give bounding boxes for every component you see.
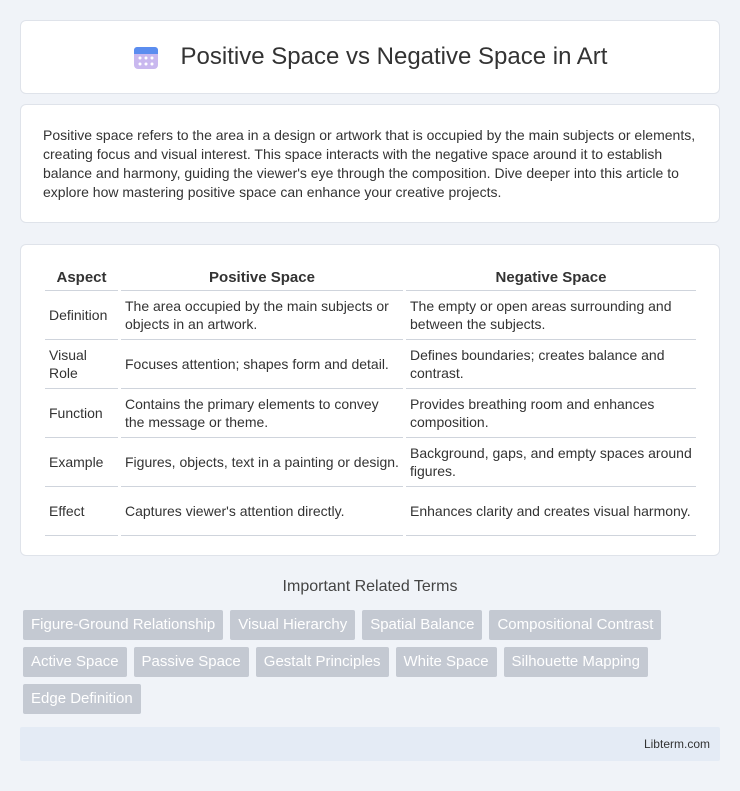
term-tag[interactable]: Gestalt Principles bbox=[256, 647, 389, 677]
comparison-table-card bbox=[20, 244, 720, 556]
term-tag[interactable]: Silhouette Mapping bbox=[504, 647, 648, 677]
table-row bbox=[45, 487, 696, 536]
related-terms-list bbox=[23, 610, 723, 714]
term-tag[interactable]: Spatial Balance bbox=[362, 610, 482, 640]
footer bbox=[20, 727, 720, 761]
table-row bbox=[45, 389, 696, 438]
table-cell: The area occupied by the main subjects or objects in an artwork. bbox=[121, 291, 403, 340]
table-cell: Focuses attention; shapes form and detail. bbox=[121, 340, 403, 389]
header-card bbox=[20, 20, 720, 94]
table-row bbox=[45, 340, 696, 389]
table-cell: Contains the primary elements to convey the message or theme. bbox=[121, 389, 403, 438]
table-row bbox=[45, 438, 696, 487]
term-tag[interactable]: Figure-Ground Relationship bbox=[23, 610, 223, 640]
intro-text: Positive space refers to the area in a design or artwork that is occupied by the main subjects or elements, creating focus and visual interest. This space interacts with the negative space around it to establish balance and harmony, guiding the viewer's eye through the composition. Dive deeper into this article to explore how mastering positive space can enhance your creative projects. bbox=[43, 127, 696, 200]
term-tag[interactable]: Visual Hierarchy bbox=[230, 610, 355, 640]
table-cell: Defines boundaries; creates balance and contrast. bbox=[406, 340, 696, 389]
table-cell: Effect bbox=[45, 487, 118, 536]
table-cell: Captures viewer's attention directly. bbox=[121, 487, 403, 536]
table-cell: Enhances clarity and creates visual harmony. bbox=[406, 487, 696, 536]
header-positive-space: Positive Space bbox=[121, 265, 403, 291]
table-cell: Provides breathing room and enhances composition. bbox=[406, 389, 696, 438]
table-cell: The empty or open areas surrounding and between the subjects. bbox=[406, 291, 696, 340]
term-tag[interactable]: White Space bbox=[396, 647, 497, 677]
header-aspect: Aspect bbox=[45, 265, 118, 291]
page-title: Positive Space vs Negative Space in Art bbox=[180, 43, 608, 70]
table-cell: Figures, objects, text in a painting or design. bbox=[121, 438, 403, 487]
table-cell: Definition bbox=[45, 291, 118, 340]
calendar-icon bbox=[133, 44, 159, 70]
intro-card bbox=[20, 104, 720, 223]
table-row bbox=[45, 291, 696, 340]
table-cell: Example bbox=[45, 438, 118, 487]
header-negative-space: Negative Space bbox=[406, 265, 696, 291]
table-cell: Function bbox=[45, 389, 118, 438]
table-cell: Background, gaps, and empty spaces around figures. bbox=[406, 438, 696, 487]
comparison-table bbox=[42, 265, 699, 536]
term-tag[interactable]: Compositional Contrast bbox=[489, 610, 661, 640]
table-cell: Visual Role bbox=[45, 340, 118, 389]
term-tag[interactable]: Edge Definition bbox=[23, 684, 141, 714]
footer-brand-link[interactable]: Libterm.com bbox=[643, 737, 710, 751]
table-header-row bbox=[45, 265, 696, 291]
related-terms-title: Important Related Terms bbox=[282, 578, 458, 595]
term-tag[interactable]: Active Space bbox=[23, 647, 127, 677]
term-tag[interactable]: Passive Space bbox=[134, 647, 249, 677]
